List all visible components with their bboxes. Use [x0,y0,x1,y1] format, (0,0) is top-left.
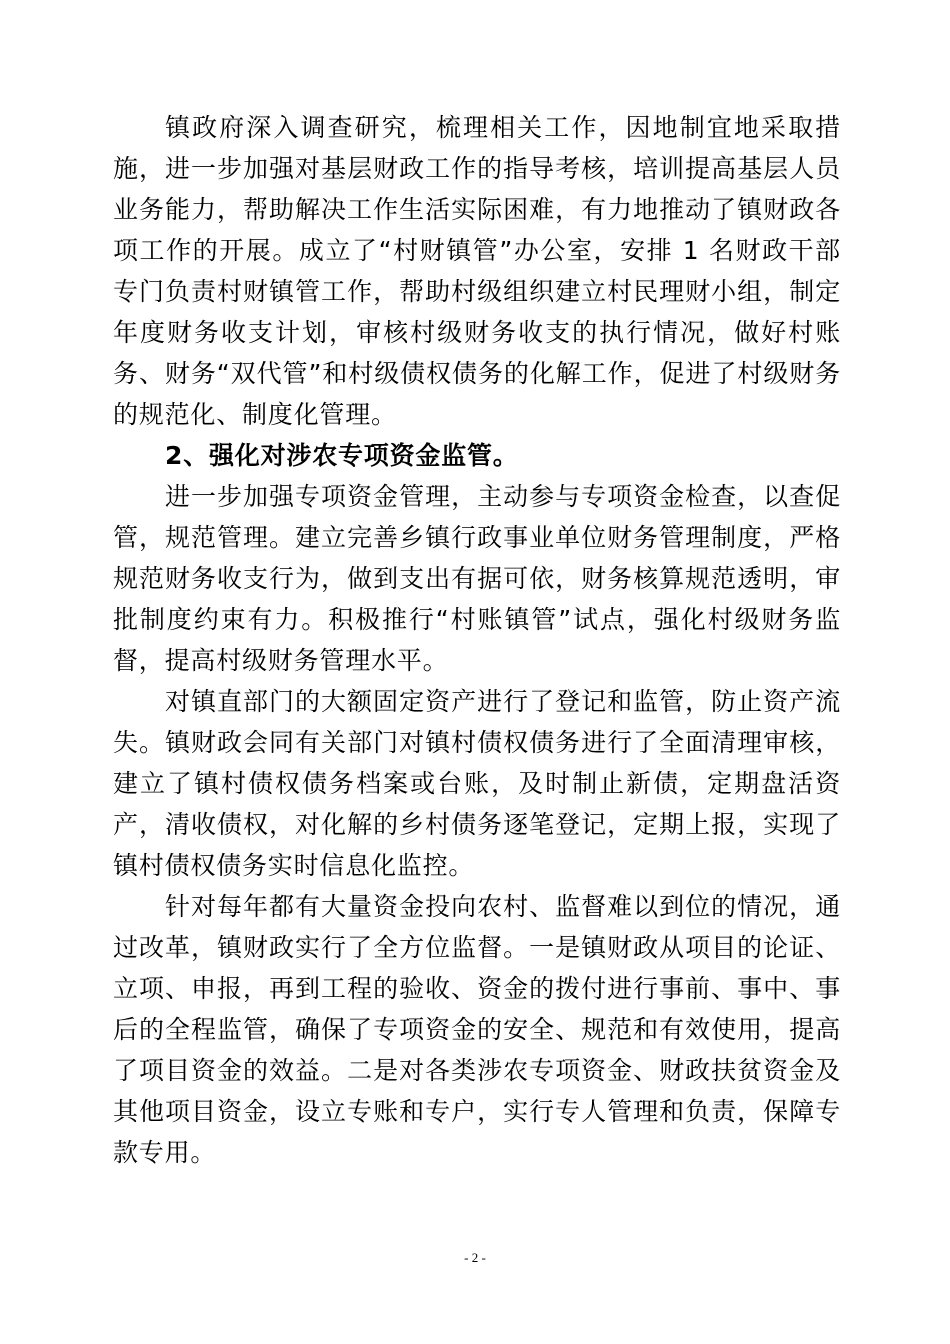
paragraph-special-funds: 进一步加强专项资金管理，主动参与专项资金检查，以查促管，规范管理。建立完善乡镇行政事业单位财务管理制度，严格规范财务收支行为，做到支出有据可依，财务核算规范透明，审批制度约束有力。积极推行“村账镇管”试点，强化村级财务监督，提高村级财务管理水平。 [113,482,841,675]
document-body [113,107,841,1173]
paragraph-supervision: 针对每年都有大量资金投向农村、监督难以到位的情况，通过改革，镇财政实行了全方位监督。一是镇财政从项目的论证、立项、申报，再到工程的验收、资金的拨付进行事前、事中、事后的全程监管，确保了专项资金的安全、规范和有效使用，提高了项目资金的效益。二是对各类涉农专项资金、财政扶贫资金及其他项目资金，设立专账和专户，实行专人管理和负责，保障专款专用。 [113,892,841,1167]
page-number: - 2 - [464,1250,486,1265]
section-heading: 2、强化对涉农专项资金监管。 [165,441,519,470]
paragraph-village-finance: 镇政府深入调查研究，梳理相关工作，因地制宜地采取措施，进一步加强对基层财政工作的指导考核，培训提高基层人员业务能力，帮助解决工作生活实际困难，有力地推动了镇财政各项工作的开展。成立了“村财镇管”办公室，安排 1 名财政干部专门负责村财镇管工作，帮助村级组织建立村民理财小组，制定年度财务收支计划，审核村级财务收支的执行情况，做好村账务、财务“双代管”和村级债权债务的化解工作，促进了村级财务的规范化、制度化管理。 [113,113,841,429]
paragraph-assets-debts: 对镇直部门的大额固定资产进行了登记和监管，防止资产流失。镇财政会同有关部门对镇村债权债务进行了全面清理审核，建立了镇村债权债务档案或台账，及时制止新债，定期盘活资产，清收债权，对化解的乡村债务逐笔登记，定期上报，实现了镇村债权债务实时信息化监控。 [113,687,841,880]
